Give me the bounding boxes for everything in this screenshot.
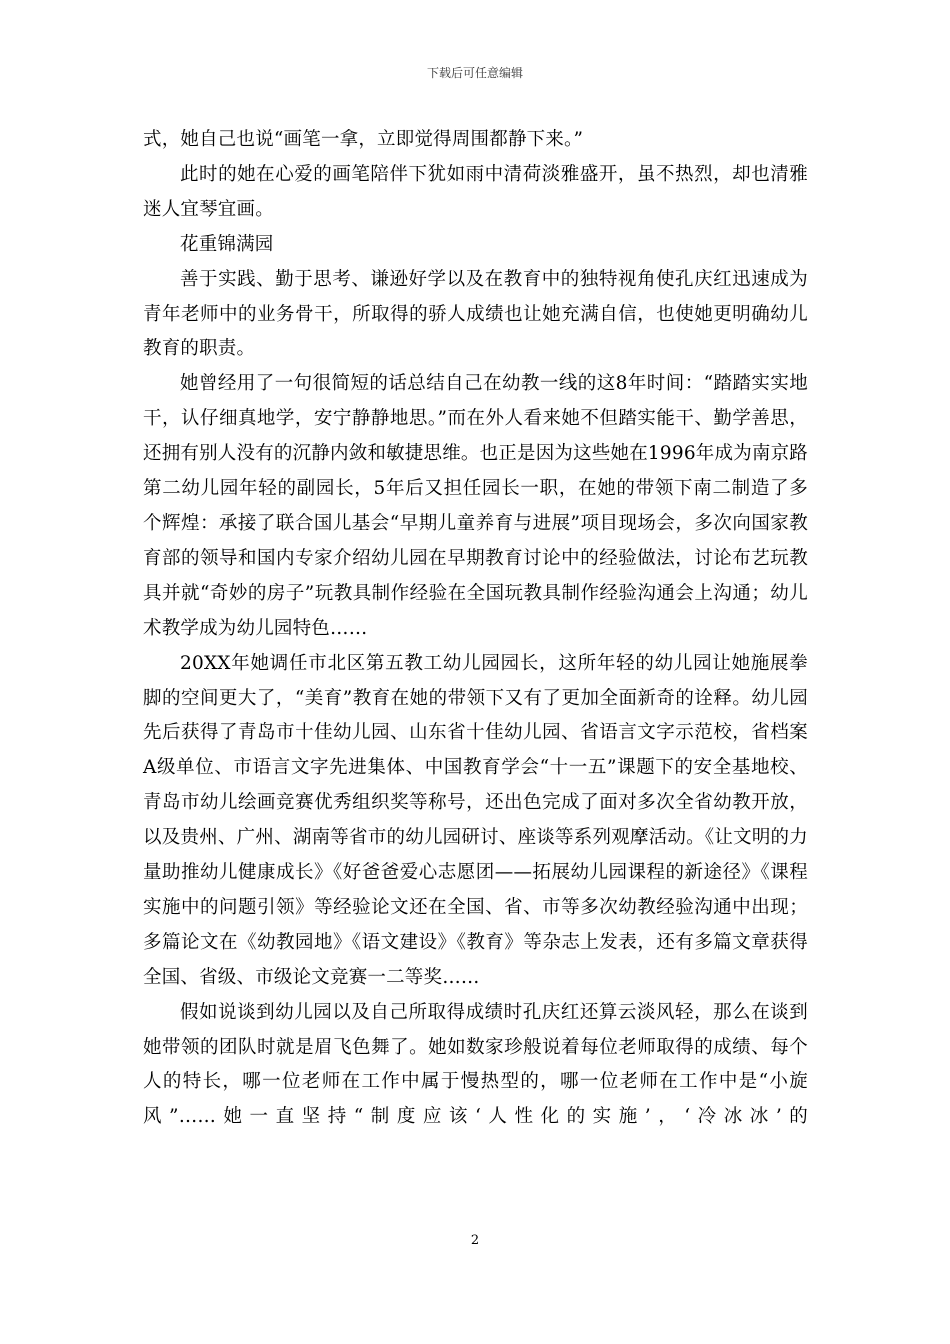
paragraph: 善于实践、勤于思考、谦逊好学以及在教育中的独特视角使孔庆红迅速成为青年老师中的业务骨干，所取得的骄人成绩也让她充满自信，也使她更明确幼儿教育的职责。	[143, 268, 808, 360]
page-footer	[0, 1232, 950, 1250]
header-note: 下载后可任意编辑	[426, 66, 523, 80]
paragraph: 此时的她在心爱的画笔陪伴下犹如雨中清荷淡雅盛开，虽不热烈，却也清雅迷人宜琴宜画。	[143, 163, 808, 220]
paragraph: 20XX年她调任市北区第五教工幼儿园园长，这所年轻的幼儿园让她施展拳脚的空间更大了，“美育”教育在她的带领下又有了更加全面新奇的诠释。幼儿园先后获得了青岛市十佳幼儿园、山东省十佳幼儿园、省语言文字示范校，省档案A级单位、市语言文字先进集体、中国教育学会“十一五”课题下的安全基地校、青岛市幼儿绘画竞赛优秀组织奖等称号，还出色完成了面对多次全省幼教开放，以及贵州、广州、湖南等省市的幼儿园研讨、座谈等系列观摩活动。《让文明的力量助推幼儿健康成长》《好爸爸爱心志愿团——拓展幼儿园课程的新途径》《课程实施中的问题引领》等经验论文还在全国、省、市等多次幼教经验沟通中出现；多篇论文在《幼教园地》《语文建设》《教育》等杂志上发表，还有多篇文章获得全国、省级、市级论文竞赛一二等奖……	[143, 652, 808, 988]
page-number: 2	[470, 1233, 480, 1248]
paragraph-continuation: 式，她自己也说“画笔一拿，立即觉得周围都静下来。”	[143, 129, 584, 150]
paragraph: 她曾经用了一句很简短的话总结自己在幼教一线的这8年时间：“踏踏实实地干，认仔细真地学，安宁静静地思。”而在外人看来她不但踏实能干、勤学善思，还拥有别人没有的沉静内敛和敏捷思维。也正是因为这些她在1996年成为南京路第二幼儿园年轻的副园长，5年后又担任园长一职，在她的带领下南二制造了多个辉煌：承接了联合国儿基会“早期儿童养育与进展”项目现场会，多次向国家教育部的领导和国内专家介绍幼儿园在早期教育讨论中的经验做法，讨论布艺玩教具并就“奇妙的房子”玩教具制作经验在全国玩教具制作经验沟通会上沟通；幼儿术教学成为幼儿园特色……	[143, 373, 808, 639]
section-heading: 花重锦满园	[180, 233, 274, 255]
page-header	[0, 64, 950, 82]
paragraph-continues: 假如说谈到幼儿园以及自己所取得成绩时孔庆红还算云淡风轻，那么在谈到她带领的团队时就是眉飞色舞了。她如数家珍般说着每位老师取得的成绩、每个人的特长，哪一位老师在工作中属于慢热型的，哪一位老师在工作中是“小旋风”……她一直坚持“制度应该‘人性化的实施’，‘冷冰冰’的	[143, 1001, 808, 1128]
document-body	[143, 123, 808, 1135]
